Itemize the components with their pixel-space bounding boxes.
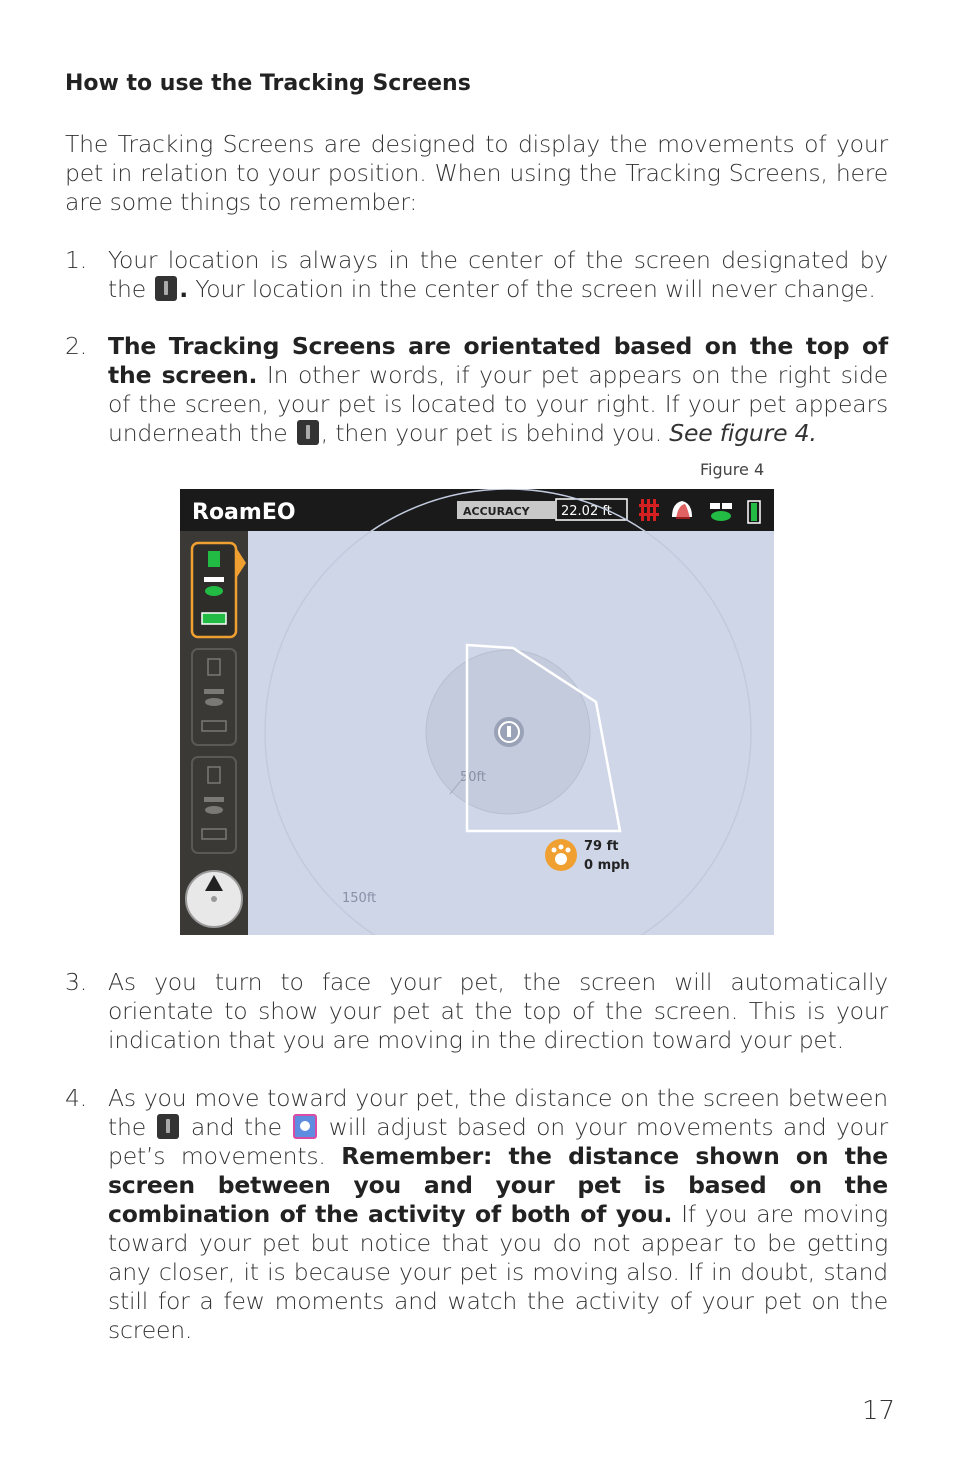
device-screen-figure [180, 489, 774, 935]
signal-icon [208, 551, 220, 567]
item-text: Your location in the center of the screen will never change. [187, 275, 876, 303]
pet-paw-icon [293, 1114, 317, 1139]
user-location-icon [155, 276, 177, 301]
list-item-1 [65, 246, 888, 304]
item-text: will adjust based on your movements and your pet’s movements. [108, 1113, 888, 1170]
satellite-icon [204, 577, 224, 582]
item-text-period: . [179, 275, 188, 303]
inner-ring-label: 50ft [460, 770, 486, 785]
accuracy-value: 22.02 ft [561, 504, 612, 519]
item-number: 2. [65, 332, 88, 360]
device-screen-svg [180, 489, 774, 935]
item-number: 1. [65, 246, 88, 274]
item-number: 3. [65, 968, 88, 996]
item-text: Your location is always in the center of the screen designated by the [108, 246, 888, 303]
user-location-icon [157, 1114, 179, 1139]
user-location-icon [494, 717, 524, 747]
list-item-2 [65, 332, 888, 448]
item-text: and the [181, 1113, 282, 1141]
logo: RoamEO [192, 500, 296, 525]
figure-reference: See figure 4. [662, 419, 817, 447]
list-item-3 [65, 968, 888, 1055]
item-bold-text: Remember: the distance shown on the screen between you and your pet is based on the combination of the activity of both of you. [108, 1142, 888, 1228]
intro-paragraph: The Tracking Screens are designed to display the movements of your pet in relation to your position. When using the Tracking Screens, here are some things to remember: [65, 130, 888, 216]
item-text: If you are moving toward your pet but notice that you do not appear to be getting any closer, it is because your pet is moving also. If in doubt, stand still for a few moments and watch the activity of your pet on the screen. [108, 1200, 888, 1344]
accuracy-label: ACCURACY [463, 505, 530, 518]
compass-icon[interactable] [186, 871, 242, 927]
item-text: , then your pet is behind you. [320, 419, 663, 447]
page-number: 17 [862, 1396, 896, 1426]
outer-ring-label: 150ft [342, 891, 377, 906]
item-text: As you move toward your pet, the distance on the screen between the [108, 1084, 888, 1141]
item-text: In other words, if your pet appears on the right side of the screen, your pet is located to your right. If your pet appears underneath the [108, 361, 888, 447]
item-number: 4. [65, 1084, 88, 1112]
item-bold-text: The Tracking Screens are orientated based on the top of the screen. [108, 332, 888, 389]
pet-speed: 0 mph [584, 858, 630, 873]
fence-icon [639, 499, 659, 521]
item-text: As you turn to face your pet, the screen will automatically orientate to show your pet at the top of the screen. This is your indication that you are moving in the direction toward your pet. [108, 968, 888, 1054]
battery-icon [202, 613, 226, 624]
pet-distance: 79 ft [584, 839, 619, 854]
figure-caption: Figure 4 [700, 460, 765, 479]
user-location-icon [297, 420, 319, 445]
pet-paw-icon [545, 839, 577, 871]
list-item-4 [65, 1084, 888, 1345]
section-heading: How to use the Tracking Screens [65, 71, 471, 96]
